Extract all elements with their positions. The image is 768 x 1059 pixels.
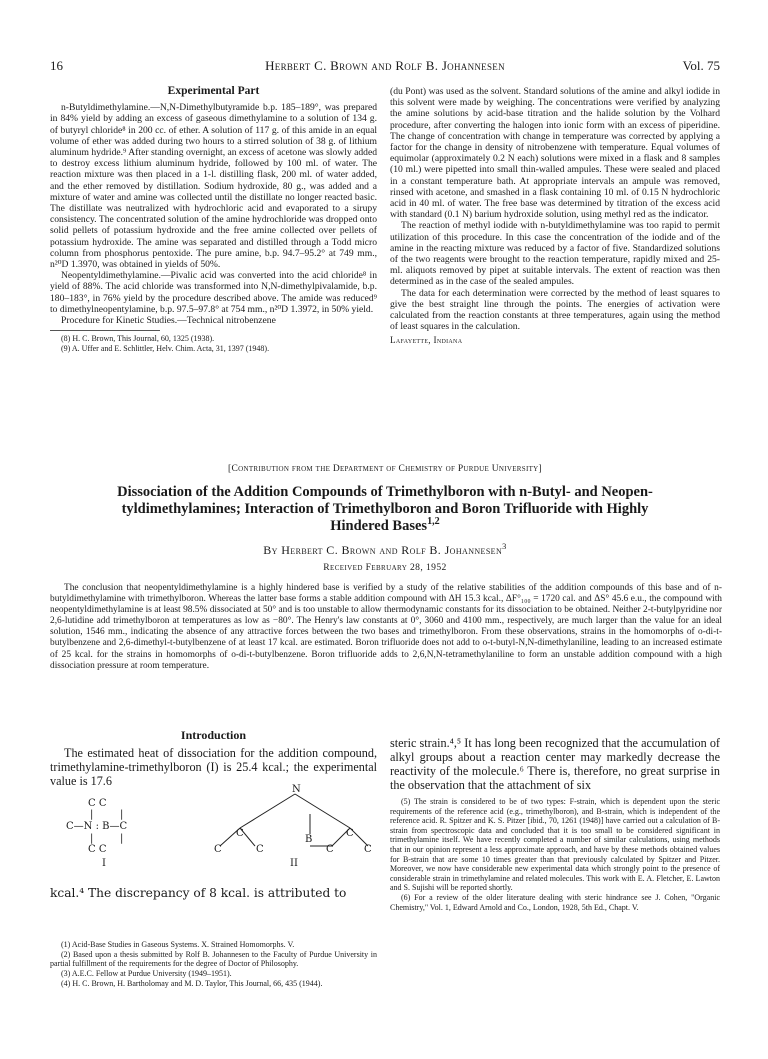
received-date: Received February 28, 1952 (323, 562, 447, 573)
kinetic-column (390, 86, 720, 347)
intro-text-before: The estimated heat of dissociation for the addition compound, trimethylamine-trimethylboron (I) is 25.4 kcal.; the experimental value is 17.6 (50, 746, 377, 789)
struct-I-bottom-carbons: C C (88, 844, 107, 856)
paragraph-least-squares: The data for each determination were corrected by the method of least squares to give the best straight line through the points. The energies of activation were calculated from the reaction constants at three temperatures, again using the method of least squares in the calculation. (390, 287, 720, 333)
struct-II-carbon: C (364, 844, 372, 856)
chemical-structures (50, 784, 377, 940)
contribution-line: [Contribution from the Department of Chemistry of Purdue University] (228, 464, 542, 474)
footnote-3: (3) A.E.C. Fellow at Purdue University (1949–1951). (61, 968, 232, 978)
paragraph-methyl-iodide: The reaction of methyl iodide with n-butyldimethylamine was too rapid to permit utilization of this procedure. In this case the concentration of the iodide and of the amine in the reacting mixture was reduced by a factor of five. Standardized solutions of the two reagents were brought to the reaction temperature, rapidly mixed and 25-ml. aliquots removed by pipet at suitable intervals. The extent of reaction was then determined as in the case of the sealed ampules. (390, 220, 720, 288)
struct-II-nitrogen: N (292, 784, 301, 796)
page-number: 16 (50, 58, 63, 73)
introduction-column (50, 730, 377, 988)
experimental-column (50, 86, 377, 353)
footnote-8: (8) H. C. Brown, This Journal, 60, 1325 (1938). (61, 334, 215, 344)
footnote-4: (4) H. C. Brown, H. Bartholomay and M. D. Taylor, This Journal, 66, 435 (1944). (61, 978, 323, 988)
struct-II-boron: B (305, 834, 313, 846)
running-title: Herbert C. Brown and Rolf B. Johannesen (265, 58, 505, 73)
footnote-divider (50, 330, 160, 331)
intro-text-after: kcal.⁴ The discrepancy of 8 kcal. is attributed to (50, 886, 347, 901)
struct-I-bond: | (120, 833, 124, 845)
section-title-introduction: Introduction (180, 728, 247, 742)
paragraph-butyldimethylamine: n-Butyldimethylamine.—N,N-Dimethylbutyramide b.p. 185–189°, was prepared in 84% yield by adding an excess of gaseous dimethylamine to a solution of 134 g. of butyryl chloride⁸ in 200 cc. of ether. A solution of 117 g. of this amide in an equal volume of ether was added during two hours to a stirred solution of 38 g. of lithium aluminum hydride.⁹ After standing overnight, an excess of acetone was slowly added to destroy excess lithium aluminum hydride, followed by 100 ml. of water. The reaction mixture was then placed in a 1-l. distilling flask, 200 ml. of water added, and the ether removed by distillation. Sodium hydroxide, 80 g., was added and a mixture of water and amine was collected until the distillate no longer reacted basic. The distillate was neutralized with hydrochloric acid and evaporated to a sirupy consistency. The concentrated solution of the amine hydrochloride was dropped onto solid pellets of potassium hydroxide and the free amine collected over pellets of potassium hydroxide. The amine was separated and distilled through a Todd micro column from phosphorus pentoxide. The pure amine, b.p. 94.7–95.2° at 749 mm., n²⁰D 1.3970, was obtained in yields of 50%. (50, 102, 377, 271)
struct-II-carbon: C (346, 828, 354, 840)
title-line-1: Dissociation of the Addition Compounds of Trimethylboron with n-Butyl- and Neopen- (117, 484, 653, 500)
paragraph-solvent: (du Pont) was used as the solvent. Standard solutions of the amine and alkyl iodide in this solvent were made by weighing. The concentrations were verified by analyzing the amine solutions by acid-base titration and the halide solution by the Volhard procedure, after converting the halogen into ionic form with an excess of piperidine. The change of concentration with change in temperature was corrected by applying a factor for the change in density of nitrobenzene with temperature. Equal volumes of equimolar (approximately 0.2 N each) solutions were mixed in a flask and 8 samples (10 ml.) were pipetted into small thin-walled ampules. These were sealed and placed in a constant temperature bath. At appropriate intervals an ampule was removed, rinsed with acetone, and smashed in a flask containing 10 ml. of 0.15 N hydrochloric acid in 40 ml. of water. The free base was determined by titration of the excess acid with standard (0.1 N) barium hydroxide solution, using methyl red as the indicator. (390, 86, 720, 221)
section-title-experimental: Experimental Part (167, 85, 260, 97)
steric-strain-text: steric strain.⁴,⁵ It has long been recognized that the accumulation of alkyl groups about a reaction center may markedly decrease the reactivity of the molecule.⁶ There is, therefore, no great surprise in the observation that the attachment of six (390, 736, 720, 792)
struct-I-bond: | (90, 809, 94, 821)
struct-II-carbon: C (256, 844, 264, 856)
structure-II-bonds (50, 788, 377, 888)
struct-I-bond: | (120, 809, 124, 821)
location-signature: Lafayette, Indiana (390, 335, 463, 346)
struct-I-top-carbons: C C (88, 798, 107, 810)
steric-strain-column (390, 736, 720, 912)
author-line (50, 543, 720, 558)
author-footnote-mark: 3 (502, 542, 507, 551)
struct-I-bond: | (90, 833, 94, 845)
struct-II-carbon: C (214, 844, 222, 856)
structure-I-label: I (102, 858, 106, 870)
title-line-2: tyldimethylamines; Interaction of Trimethylboron and Boron Trifluoride with Highly (121, 501, 649, 518)
footnote-5: (5) The strain is considered to be of two types: F-strain, which is dependent upon the steric requirements of the reference acid (e.g., trimethylboron), and B-strain, which is independent of the reference acid. R. Spitzer and K. S. Pitzer [ibid., 70, 1261 (1948)] have carried out a calculation of B-strain from spectroscopic data and concluded that it is too small to be considered significant in trimethylamine itself. We have recently completed a number of similar calculations, using methods that in our opinion represent a less approximate approach, and have by these methods obtained values for B-strain that are some 10 times greater than that previously calculated by Spitzer and Pitzer. Moreover, we now have considerable new experimental data which strongly point to the presence of considerable strain in trimethylamine and related molecules. This work with E. A. Fletcher, E. Lawton and S. Sujishi will be reported shortly. (390, 797, 720, 893)
article-title (50, 484, 720, 536)
paragraph-neopentyldimethylamine: Neopentyldimethylamine.—Pivalic acid was converted into the acid chloride⁸ in yield of 88%. The acid chloride was transformed into N,N-dimethylpivalamide, b.p. 180–183°, in 76% yield by the procedure described above. The amide was reduced⁹ to dimethylneopentylamine, b.p. 97.5–97.8° at 754 mm., n²⁰D 1.3972, in 50% yield. (50, 270, 377, 315)
volume-label: Vol. 75 (682, 58, 720, 73)
structure-II-label: II (290, 858, 298, 870)
paragraph-kinetic-procedure: Procedure for Kinetic Studies.—Technical nitrobenzene (61, 315, 276, 327)
footnote-2: (2) Based upon a thesis submitted by Rolf B. Johannesen to the Faculty of Purdue University in partial fulfillment of the requirements for the degree of Doctor of Philosophy. (50, 949, 377, 969)
struct-II-carbon: C (236, 828, 244, 840)
struct-II-carbon: C (326, 844, 334, 856)
footnote-1: (1) Acid-Base Studies in Gaseous Systems. X. Strained Homomorphs. V. (61, 940, 295, 950)
abstract: The conclusion that neopentyldimethylamine is a highly hindered base is verified by a study of the relative stabilities of the addition compounds of this base and of n-butyldimethylamine with trimethylboron. Whereas the latter base forms a stable addition compound with ΔH 15.3 kcal., ΔF°₁₀₀ = 1720 cal. and ΔS° 45.6 e.u., the compound with neopentyldimethylamine is at least 98.5% dissociated at 50° and is too unstable to allow thermodynamic constants for its dissociation to be obtained. Neither 2-t-butylpyridine nor 2,6-lutidine add trimethylboron at temperatures as low as −80°. The Henry's law constants at 0°, 3060 and 4100 mm., respectively, are much larger than the value for an ideal solution, 1546 mm., indicating the absence of any attractive forces between the two bases and trimethylboron. From these observations, strains in the homomorphs of o-di-t-butylbenzene and 2,6-dimethyl-t-butylbenzene of at least 17 kcal. are estimated. Boron trifluoride does not add to o-t-butyl-N,N-dimethylaniline, leading to an increased estimate of 25 kcal. for the strains in homomorphs of o-di-t-butylbenzene. Boron trifluoride adds to 2,6,N,N-tetramethylaniline to form an unstable addition compound with a high dissociation pressure at room temperature. (50, 583, 722, 671)
running-header (50, 58, 720, 74)
title-line-3: Hindered Bases (330, 518, 428, 535)
footnote-6: (6) For a review of the older literature dealing with steric hindrance see J. Cohen, "Organic Chemistry," Vol. 1, Edward Arnold and Co., London, 1928, 5th Ed., Chapt. V. (390, 892, 720, 912)
authors: By Herbert C. Brown and Rolf B. Johannesen (263, 543, 503, 557)
title-footnote-marks: 1,2 (427, 516, 440, 528)
footnote-9: (9) A. Uffer and E. Schlittler, Helv. Chim. Acta, 31, 1397 (1948). (61, 343, 270, 353)
struct-I-core: C—N : B—C (66, 821, 128, 833)
